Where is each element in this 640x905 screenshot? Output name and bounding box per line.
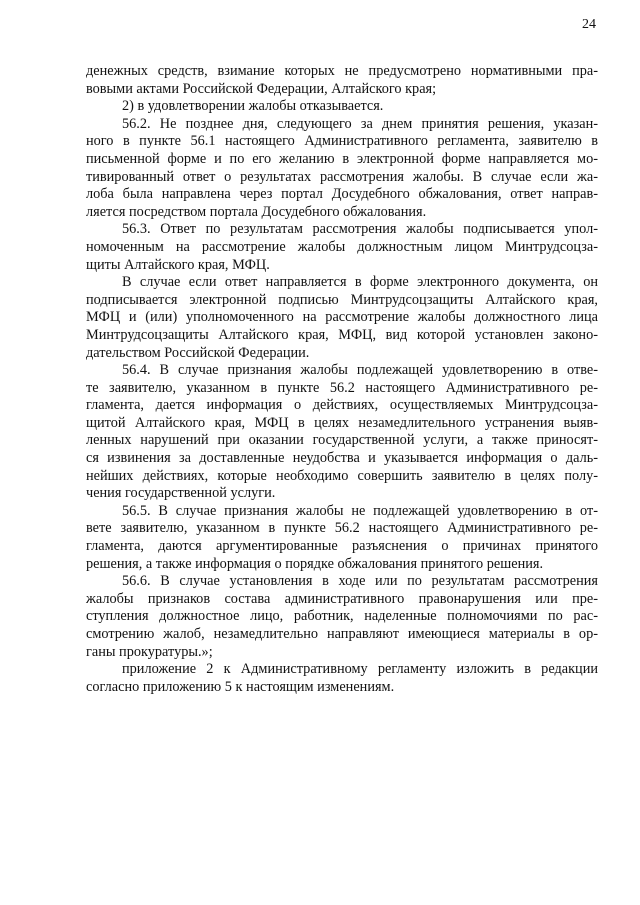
- text-line: В случае если ответ направляется в форме электронного документа, он: [122, 274, 598, 291]
- text-line: ляется посредством портала Досудебного обжалования.: [86, 203, 427, 220]
- text-line: те заявителю, указанном в пункте 56.2 настоящего Административного ре-: [86, 379, 598, 396]
- text-line: вовыми актами Российской Федерации, Алтайского края;: [86, 80, 437, 97]
- text-line: 2) в удовлетворении жалобы отказывается.: [122, 98, 384, 115]
- text-line: Минтрудсоцзащиты Алтайского края, МФЦ, вид которой установлен законо-: [86, 326, 598, 343]
- text-line: МФЦ и (или) уполномоченного на рассмотрение жалобы должностного лица: [86, 309, 598, 326]
- text-line: ного в пункте 56.1 настоящего Административного регламента, заявителю в: [86, 133, 598, 150]
- text-line: щиты Алтайского края, МФЦ.: [86, 256, 270, 273]
- document-body: [86, 63, 598, 696]
- text-line: решения, а также информация о порядке обжалования принятого решения.: [86, 555, 544, 572]
- text-line: дательством Российской Федерации.: [86, 344, 310, 361]
- text-line: гламента, даются аргументированные разъяснения о причинах принятого: [86, 538, 598, 555]
- text-line: нейших действиях, которые необходимо совершить заявителю в целях полу-: [86, 467, 598, 484]
- text-line: номоченным на рассмотрение жалобы должностным лицом Минтрудсоцза-: [86, 238, 598, 255]
- text-line: 56.5. В случае признания жалобы не подлежащей удовлетворению в от-: [122, 502, 598, 519]
- text-line: письменной форме и по его желанию в электронной форме направляется мо-: [86, 150, 598, 167]
- text-line: 56.6. В случае установления в ходе или по результатам рассмотрения: [122, 573, 598, 590]
- text-line: щитой Алтайского края, МФЦ в целях незамедлительного устранения выяв-: [86, 414, 598, 431]
- text-line: ганы прокуратуры.»;: [86, 643, 213, 660]
- text-line: денежных средств, взимание которых не предусмотрено нормативными пра-: [86, 63, 598, 79]
- text-line: смотрению жалоб, незамедлительно направляют имеющиеся материалы в ор-: [86, 626, 598, 642]
- text-line: гламента, дается информация о действиях, осуществляемых Минтрудсоцза-: [86, 397, 598, 414]
- text-line: вете заявителю, указанном в пункте 56.2 настоящего Административного ре-: [86, 520, 598, 537]
- text-line: 56.3. Ответ по результатам рассмотрения жалобы подписывается упол-: [122, 221, 598, 238]
- text-line: лоба была направлена через портал Досудебного обжалования, ответ направ-: [86, 186, 598, 203]
- text-line: ленных нарушений при оказании государственной услуги, а также приносят-: [86, 432, 598, 449]
- text-line: тивированный ответ о результатах рассмотрения жалобы. В случае если жа-: [86, 168, 598, 185]
- page-number: 24: [582, 17, 596, 32]
- text-line: ступления должностное лицо, работник, наделенные полномочиями по рас-: [86, 608, 598, 625]
- text-line: подписывается электронной подписью Минтрудсоцзащиты Алтайского края,: [86, 291, 598, 308]
- text-line: ся извинения за доставленные неудобства и указывается информация о даль-: [86, 450, 598, 467]
- text-line: согласно приложению 5 к настоящим изменениям.: [86, 678, 395, 695]
- text-line: чения государственной услуги.: [86, 485, 276, 502]
- text-line: 56.4. В случае признания жалобы подлежащей удовлетворению в отве-: [122, 362, 598, 379]
- text-line: жалобы признаков состава административного правонарушения или пре-: [86, 590, 598, 607]
- text-line: приложение 2 к Административному регламенту изложить в редакции: [122, 661, 598, 678]
- text-line: 56.2. Не позднее дня, следующего за днем принятия решения, указан-: [122, 115, 598, 132]
